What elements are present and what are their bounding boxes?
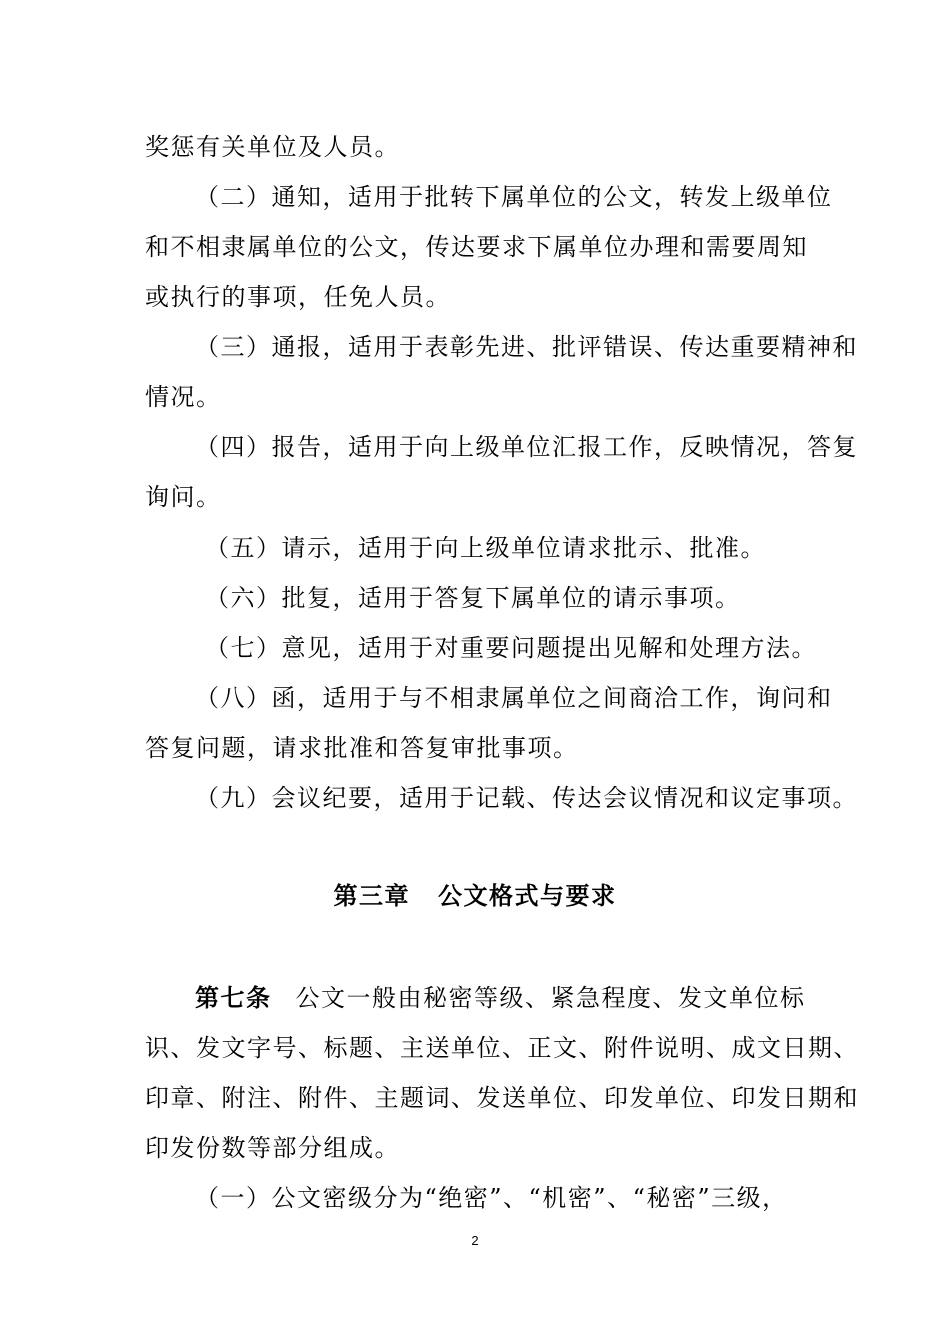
text-line: 情况。 bbox=[145, 383, 222, 411]
chapter-title: 公文格式与要求 bbox=[438, 881, 617, 910]
text-line: 询问。 bbox=[145, 483, 222, 511]
text-line: 或执行的事项，任免人员。 bbox=[145, 283, 451, 311]
text-line: 答复问题，请求批准和答复审批事项。 bbox=[145, 734, 579, 762]
page-number: 2 bbox=[471, 1233, 479, 1248]
text-line: （七）意见，适用于对重要问题提出见解和处理方法。 bbox=[205, 634, 817, 662]
text-line: （一）公文密级分为“绝密”、“机密”、“秘密”三级， bbox=[195, 1184, 788, 1212]
article-first-line bbox=[195, 983, 810, 1013]
article-label: 第七条 bbox=[195, 983, 272, 1012]
chapter-number: 第三章 bbox=[333, 881, 410, 910]
text-line: 识、发文字号、标题、主送单位、正文、附件说明、成文日期、 bbox=[145, 1034, 859, 1062]
chapter-heading bbox=[0, 881, 950, 911]
text-line: （五）请示，适用于向上级单位请求批示、批准。 bbox=[205, 534, 766, 562]
text-line: 印章、附注、附件、主题词、发送单位、印发单位、印发日期和 bbox=[145, 1084, 859, 1112]
text-line: （八）函，适用于与不相隶属单位之间商洽工作，询问和 bbox=[195, 684, 833, 712]
text-line: （九）会议纪要，适用于记载、传达会议情况和议定事项。 bbox=[195, 784, 858, 812]
text-line: （三）通报，适用于表彰先进、批评错误、传达重要精神和 bbox=[195, 333, 858, 361]
text-line: （六）批复，适用于答复下属单位的请示事项。 bbox=[205, 584, 741, 612]
text-line: 印发份数等部分组成。 bbox=[145, 1134, 400, 1162]
article-text: 公文一般由秘密等级、紧急程度、发文单位标 bbox=[295, 984, 806, 1012]
text-line: （四）报告，适用于向上级单位汇报工作，反映情况，答复 bbox=[195, 433, 858, 461]
text-line: 奖惩有关单位及人员。 bbox=[145, 133, 400, 161]
text-line: （二）通知，适用于批转下属单位的公文，转发上级单位 bbox=[195, 183, 833, 211]
text-line: 和不相隶属单位的公文，传达要求下属单位办理和需要周知 bbox=[145, 233, 808, 261]
